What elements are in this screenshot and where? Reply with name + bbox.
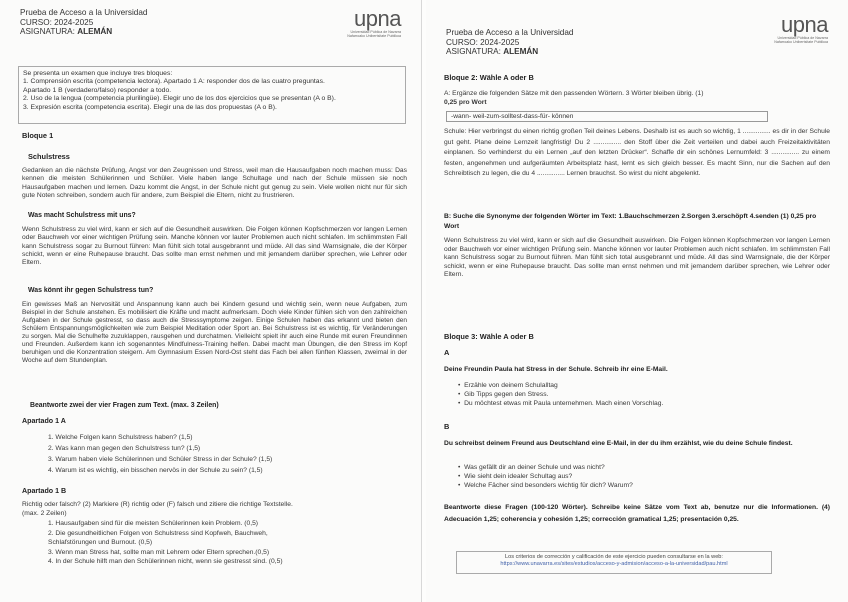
- exercise-b-instruction: B: Suche die Synonyme der folgenden Wörter im Text: 1.Bauchschmerzen 2.Sorgen 3.erschöpft 4.senden (1) 0,25 pro Wort: [444, 213, 817, 231]
- header-line-2: CURSO: 2024-2025: [446, 37, 520, 47]
- exam-page-left: [0, 0, 422, 602]
- instruction-1b-line-1: Richtig oder falsch? (2) Markiere (R) richtig oder (F) falsch und zitiere die richtige Textstelle.: [22, 501, 293, 508]
- question-4: 4. Warum ist es wichtig, ein bisschen nervös in der Schule zu sein? (1,5): [48, 467, 263, 474]
- statement-3: 3. Wenn man Stress hat, sollte man mit Lehrern oder Eltern sprechen.(0,5): [48, 549, 270, 556]
- page-header: [20, 8, 147, 37]
- intro-box: Se presenta un examen que incluye tres bloques: 1. Comprensión escrita (competencia lectora). Apartado 1 A: responder dos de las cuatro preguntas. Apartado 1 B (verdadero/falso) responder a todo. 2. Uso de la lengua (competencia plurilingüe). Elegir uno de los dos ejercicios que se presentan (A o B). 3. Expresión escrita (competencia escrita). Elegir una de las dos propuestas (A o B).: [18, 66, 406, 124]
- footer-link[interactable]: https://www.unavarra.es/sites/estudios/acceso-y-admision/acceso-a-la-universidad/pau.html: [500, 561, 728, 568]
- task-a-label: A: [444, 348, 450, 357]
- page-header: [446, 28, 573, 57]
- task-b-label: B: [444, 422, 450, 431]
- footer-box: [456, 551, 772, 574]
- task-a-text: Deine Freundin Paula hat Stress in der Schule. Schreib ihr eine E-Mail.: [444, 366, 668, 373]
- question-2: 2. Was kann man gegen den Schulstress tun? (1,5): [48, 445, 201, 452]
- bloque-1-title: Bloque 1: [22, 131, 54, 140]
- statement-2a: 2. Die gesundheitlichen Folgen von Schulstress sind Kopfweh, Bauchweh,: [48, 530, 268, 537]
- statement-1: 1. Hausaufgaben sind für die meisten Schülerinnen kein Problem. (0,5): [48, 520, 259, 527]
- paragraph-2: Wenn Schulstress zu viel wird, kann er sich auf die Gesundheit auswirken. Die Folgen können Kopfschmerzen vor langen Lernen oder Bauchweh vor einer wichtigen Prüfung sein. Manche können vor lauter Problemen auch nicht schlafen. Im schlimmsten Fall kann Schulstress sogar zu Burnout führen: Man fühlt sich total ausgebrannt und müde. All das sind Warnsignale, die der Körper schickt, wenn er eine Ruhepause braucht. Das sollte man ernst nehmen und mit jemandem darüber sprechen, wie Lehrer oder Eltern.: [22, 226, 407, 267]
- footer-text: Los criterios de corrección y calificación de este ejercicio pueden consultarse en la web:: [505, 554, 723, 560]
- question-3: 3. Warum haben viele Schülerinnen und Schüler Stress in der Schule? (1,5): [48, 456, 273, 463]
- exercise-a-instruction-1: A: Ergänze die folgenden Sätze mit den passenden Wörtern. 3 Wörter bleiben übrig. (1): [444, 90, 704, 97]
- apartado-1b-title: Apartado 1 B: [22, 487, 67, 495]
- subheading-2: Was könnt ihr gegen Schulstress tun?: [28, 287, 154, 294]
- bloque-2-title: Bloque 2: Wähle A oder B: [444, 73, 534, 82]
- task-b-text: Du schreibst deinem Freund aus Deutschland eine E-Mail, in der du ihm erzählst, wie du deine Schule findest.: [444, 440, 793, 447]
- final-instruction: Beantworte diese Fragen (100-120 Wörter). Schreibe keine Sätze vom Text ab, benutze nur die Informationen. (4) Adecuación 1,25; coherencia y cohesión 1,25; corrección gramatical 1,25; presentación 0,25.: [444, 504, 830, 524]
- exercise-a-instruction-2: 0,25 pro Wort: [444, 99, 487, 106]
- word-bank-box: -wann- weil-zum-solltest-dass-für- können: [446, 111, 768, 122]
- statement-2b: Schlafstörungen und Burnout. (0,5): [48, 539, 153, 546]
- instruction-1b-line-2: (max. 2 Zeilen): [22, 510, 67, 517]
- header-line-1: Prueba de Acceso a la Universidad: [20, 8, 148, 17]
- task-b-bullet-3: • Welche Fächer sind besonders wichtig für dich? Warum?: [458, 482, 633, 489]
- paragraph-3: Ein gewisses Maß an Nervosität und Anspannung kann auch bei Kindern gesund und wichtig sein, wenn neue Aufgaben, zum Beispiel in der Schule anstehen. Es mobilisiert die Kräfte und macht aufmerksam. Doch viele Kinder fühlen sich von den zahlreichen Aufgaben in der Schule gestresst, so dass auch die Stresssymptome zeigen. Einige Schulen haben das erkannt und bieten den Schülern Entspannungsmöglichkeiten wie zum Beispiel Meditation oder Sport an. Bei Schulstress ist es wichtig, für Veränderungen zu sorgen. Mal die Schulhefte zuzuklappen, rausgehen und durchatmen. Vielleicht spielt ihr auch eine Runde mit euren Freundinnen und Freunden. Außerdem kann ich sogenanntes Mindfulness-Training helfen. Dabei macht man Übungen, die den Stress im Kopf beruhigen und die Konzentration steigern. Am Gymnasium Essen Nord-Ost steht das Fach bei allen fünften Klassen, zweimal in der Woche auf dem Stundenplan.: [22, 301, 407, 364]
- logo-wordmark: upna: [781, 12, 828, 37]
- header-line-3: ASIGNATURA: ALEMÁN: [446, 47, 539, 57]
- instruction-block-1: Beantworte zwei der vier Fragen zum Text. (max. 3 Zeilen): [30, 402, 219, 409]
- header-line-2: CURSO: 2024-2025: [20, 17, 94, 27]
- header-line-3: ASIGNATURA: ALEMÁN: [20, 27, 113, 37]
- exercise-b-text: Wenn Schulstress zu viel wird, kann er sich auf die Gesundheit auswirken. Die Folgen können Kopfschmerzen vor langen Lernen oder Bauchweh vor einer wichtigen Prüfung sein. Manche können vor lauter Problemen auch nicht schlafen. Im schlimmsten Fall kann Schulstress sogar zu Burnout führen. Man fühlt sich total ausgebrannt und müde. All das sind Warnsignale, die der Körper schickt, wenn er eine Ruhepause braucht. Das sollte man ernst nehmen und mit jemandem darüber sprechen, wie Lehrer oder Eltern.: [444, 237, 830, 279]
- paragraph-1: Gedanken an die nächste Prüfung, Angst vor den Zeugnissen und Stress, weil man die Hausaufgaben noch machen muss: Das kennen die meisten Schülerinnen und Schüler. Viele haben lange Schultage und nach der Schule müssen sie noch Hausaufgaben machen und lernen. Dazu kommt die Angst, in der Schule nicht gut genug zu sein. Viele wollen nicht nur für sich gute Noten schreiben, sondern auch für andere, zum Beispiel die Eltern, nicht zu frustrieren.: [22, 167, 407, 199]
- header-line-1: Prueba de Acceso a la Universidad: [446, 28, 574, 37]
- task-a-bullet-3: • Du möchtest etwas mit Paula unternehmen. Mach einen Vorschlag.: [458, 400, 664, 407]
- question-1: 1. Welche Folgen kann Schulstress haben? (1,5): [48, 434, 193, 441]
- logo-wordmark: upna: [354, 6, 401, 31]
- text-title: Schulstress: [28, 152, 70, 161]
- task-b-bullet-2: • Wie sieht dein idealer Schultag aus?: [458, 473, 573, 480]
- task-a-bullet-1: • Erzähle von deinem Schulalltag: [458, 382, 558, 389]
- gap-fill-text: Schule: Hier verbringst du einen richtig großen Teil deines Lebens. Deshalb ist es auch so wichtig, 1 ............... es dir in der Schule gut geht. Plane deine Lernzeit langfristig! Du 2 ............... den Stoff über die Zeit verteilen und dabei auch Freizeitaktivitäten einplanen. So verhinderst du ein Lernen „auf den letzten Drücker“. Schaffe dir ein schönes Lernumfeld: 3 ............... zu einem festen, angenehmen und aufgeräumten Arbeitsplatz hast, lernt es sich gleich besser. Es macht Sinn, nur die Sachen auf den Schreibtisch zu legen, die du 4 ............... Lernen brauchst. So wirst du nicht abgelenkt.: [444, 128, 830, 178]
- bloque-3-title: Bloque 3: Wähle A oder B: [444, 332, 534, 341]
- subheading-1: Was macht Schulstress mit uns?: [28, 212, 136, 219]
- task-b-bullet-1: • Was gefällt dir an deiner Schule und was nicht?: [458, 464, 605, 471]
- apartado-1a-title: Apartado 1 A: [22, 417, 66, 425]
- upna-logo: upna Universidad Pública de Navarra Nafarroako Unibertsitate Publikoa: [347, 6, 401, 39]
- task-a-bullet-2: • Gib Tipps gegen den Stress.: [458, 391, 549, 398]
- upna-logo: upna Universidad Pública de Navarra Nafarroako Unibertsitate Publikoa: [774, 12, 828, 45]
- statement-4: 4. In der Schule hilft man den Schülerinnen nicht, wenn sie gestresst sind. (0,5): [48, 558, 283, 565]
